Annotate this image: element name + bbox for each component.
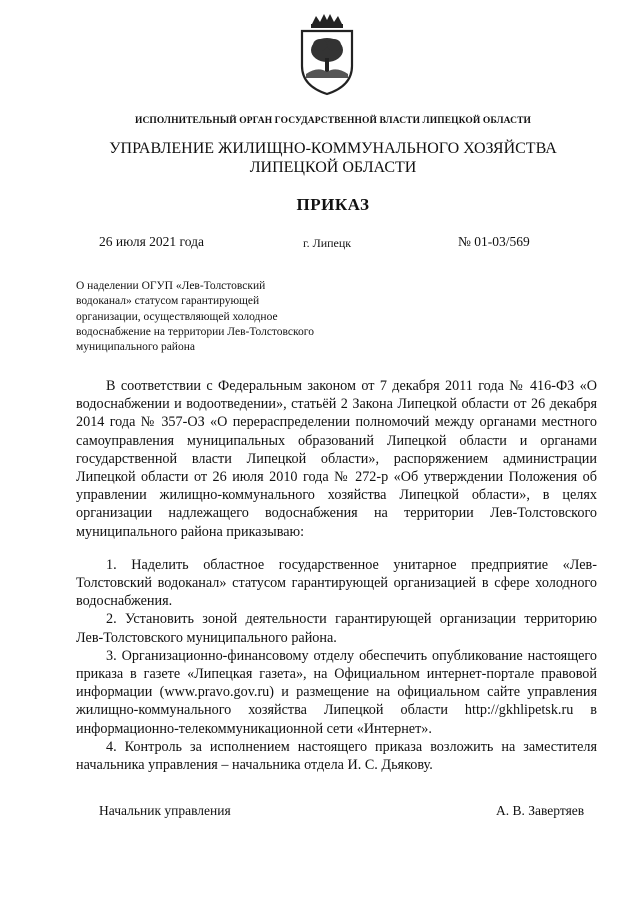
order-number: № 01-03/569 bbox=[458, 234, 530, 249]
order-city: г. Липецк bbox=[303, 236, 352, 250]
subject-line: О наделении ОГУП «Лев-Толстовский bbox=[76, 280, 266, 292]
preamble-paragraph: В соответствии с Федеральным законом от 7 декабря 2011 года № 416-ФЗ «О водоснабжении и водоотведении», статьёй 2 Закона Липецкой области от 26 декабря 2014 года № 357-ОЗ «О перераспределении полномочий между органами местного самоуправления муниципальных образований Липецкой области и органами государственной власти Липецкой области», распоряжением администрации Липецкой области от 26 июля 2010 года № 272-р «Об утверждении Положения об управлении жилищно-коммунального хозяйства Липецкой области», в целях организации надлежащего водоснабжения на территории Лев-Толстовского муниципального района приказываю: bbox=[76, 378, 597, 540]
order-body bbox=[76, 377, 597, 774]
order-item-4: 4. Контроль за исполнением настоящего приказа возложить на заместителя начальника управления – начальника отдела И. С. Дьякову. bbox=[76, 738, 597, 774]
signatory-name: А. В. Завертяев bbox=[496, 803, 585, 818]
order-subject bbox=[76, 279, 376, 355]
order-item-1: 1. Наделить областное государственное унитарное предприятие «Лев-Толстовский водоканал» статусом гарантирующей организацией в сфере холодного водоснабжения. bbox=[76, 556, 597, 610]
order-date: 26 июля 2021 года bbox=[99, 234, 204, 249]
executive-body-heading: ИСПОЛНИТЕЛЬНЫЙ ОРГАН ГОСУДАРСТВЕННОЙ ВЛАСТИ ЛИПЕЦКОЙ ОБЛАСТИ bbox=[134, 116, 532, 126]
subject-line: муниципального района bbox=[76, 341, 195, 354]
order-item-2: 2. Установить зоной деятельности гарантирующей организации территорию Лев-Толстовского муниципального района. bbox=[76, 611, 597, 646]
document-type-title: ПРИКАЗ bbox=[296, 195, 370, 214]
subject-line: организации, осуществляющей холодное bbox=[76, 310, 278, 323]
department-name bbox=[0, 139, 640, 177]
coat-of-arms-icon bbox=[296, 14, 358, 96]
signatory-role: Начальник управления bbox=[99, 803, 231, 818]
department-line-2: ЛИПЕЦКОЙ ОБЛАСТИ bbox=[249, 159, 417, 176]
order-item-3: 3. Организационно-финансовому отделу обеспечить опубликование настоящего приказа в газете «Липецкая газета», на Официальном интернет-портале правовой информации (www.pravo.gov.ru) и размещение на официальном сайте управления жилищно-коммунального хозяйства Липецкой области http://gkhlipetsk.ru в информационно-телекоммуникационной сети «Интернет». bbox=[76, 647, 597, 737]
subject-line: водоснабжение на территории Лев-Толстовского bbox=[76, 325, 314, 338]
subject-line: водоканал» статусом гарантирующей bbox=[76, 295, 260, 308]
department-line-1: УПРАВЛЕНИЕ ЖИЛИЩНО-КОММУНАЛЬНОГО ХОЗЯЙСТВА bbox=[109, 140, 557, 157]
